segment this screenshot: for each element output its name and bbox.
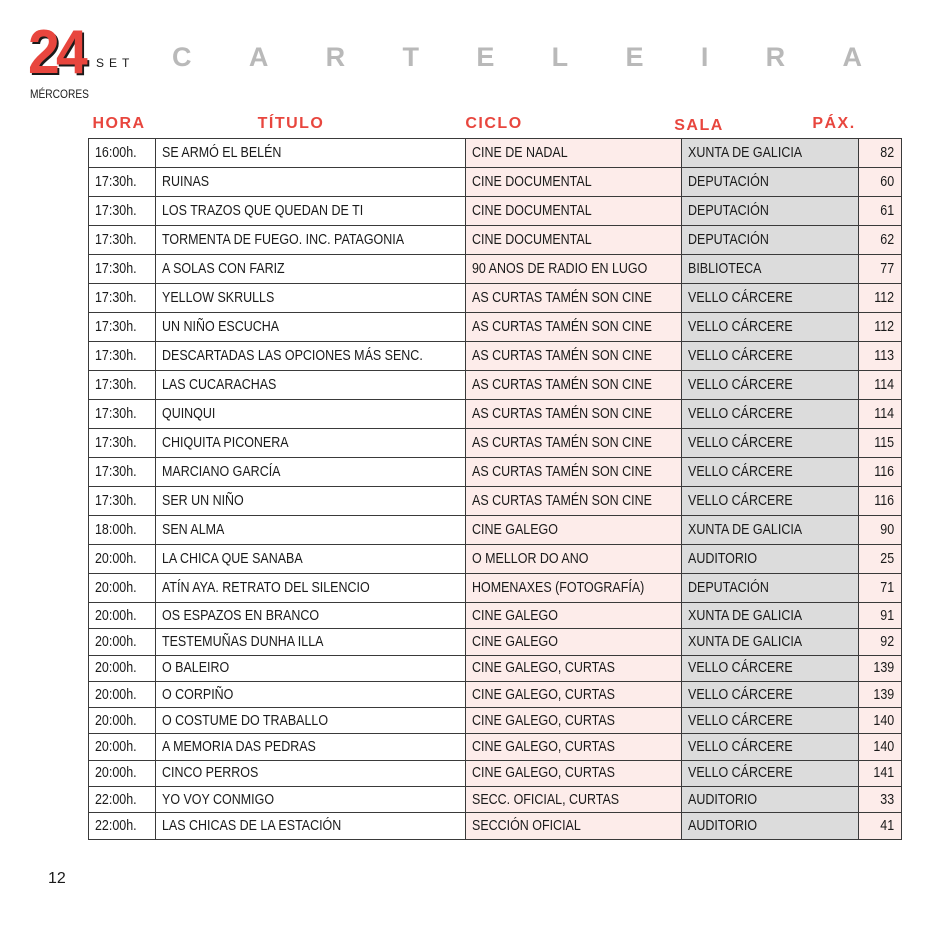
cell-titulo xyxy=(156,458,466,487)
cell-titulo xyxy=(156,342,466,371)
cell-hora xyxy=(89,813,156,839)
cell-titulo xyxy=(156,255,466,284)
cell-hora-text: 17:30h. xyxy=(95,435,137,451)
cell-sala xyxy=(682,516,859,545)
column-header-hora: HORA xyxy=(92,115,146,132)
cell-ciclo-text: CINE GALEGO xyxy=(472,607,559,624)
cell-hora xyxy=(89,760,156,786)
cell-hora xyxy=(89,734,156,760)
cell-pax-text: 112 xyxy=(874,290,895,306)
cell-hora-text: 20:00h. xyxy=(95,660,137,677)
cell-pax-text: 141 xyxy=(873,765,895,782)
cell-titulo-text: SEN ALMA xyxy=(162,522,225,538)
cell-ciclo-text: CINE DOCUMENTAL xyxy=(472,232,592,248)
cell-ciclo-text: AS CURTAS TAMÉN SON CINE xyxy=(472,377,653,393)
cell-titulo-text: O BALEIRO xyxy=(162,660,230,677)
cell-pax xyxy=(859,487,902,516)
cell-ciclo xyxy=(466,734,682,760)
cell-hora xyxy=(89,603,156,629)
table-row xyxy=(89,400,902,429)
table-row xyxy=(89,197,902,226)
cell-hora-text: 20:00h. xyxy=(95,607,137,624)
cell-ciclo-text: CINE GALEGO xyxy=(472,633,559,650)
cell-hora-text: 17:30h. xyxy=(95,377,137,393)
cell-ciclo-text: CINE GALEGO, CURTAS xyxy=(472,765,616,782)
cell-sala-text: VELLO CÁRCERE xyxy=(688,765,794,782)
cell-pax xyxy=(859,516,902,545)
cell-pax xyxy=(859,603,902,629)
cell-sala xyxy=(682,255,859,284)
cell-ciclo-text: AS CURTAS TAMÉN SON CINE xyxy=(472,464,653,480)
cell-sala xyxy=(682,226,859,255)
cell-pax-text: 77 xyxy=(880,261,895,277)
banner-letter: R xyxy=(325,42,346,72)
cell-pax-text: 139 xyxy=(873,660,895,677)
cell-sala xyxy=(682,458,859,487)
cell-ciclo-text: CINE DE NADAL xyxy=(472,145,568,161)
cell-pax-text: 114 xyxy=(874,377,895,393)
cell-sala-text: VELLO CÁRCERE xyxy=(688,406,794,422)
cell-sala-text: DEPUTACIÓN xyxy=(688,203,770,219)
cell-titulo-text: TESTEMUÑAS DUNHA ILLA xyxy=(162,633,324,650)
cell-sala xyxy=(682,342,859,371)
cell-titulo xyxy=(156,313,466,342)
cell-pax-text: 71 xyxy=(880,580,895,596)
table-row xyxy=(89,168,902,197)
schedule-body xyxy=(89,139,902,840)
table-row xyxy=(89,760,902,786)
table-row xyxy=(89,787,902,813)
cell-hora xyxy=(89,400,156,429)
cell-titulo xyxy=(156,545,466,574)
cell-sala-text: VELLO CÁRCERE xyxy=(688,712,794,729)
banner-letter: L xyxy=(551,42,569,72)
cell-titulo xyxy=(156,429,466,458)
cell-pax-text: 115 xyxy=(874,435,895,451)
cell-pax xyxy=(859,313,902,342)
cell-ciclo xyxy=(466,400,682,429)
cell-ciclo xyxy=(466,371,682,400)
cell-hora-text: 20:00h. xyxy=(95,739,137,756)
cell-pax-text: 61 xyxy=(880,203,895,219)
cell-titulo xyxy=(156,787,466,813)
cell-ciclo xyxy=(466,429,682,458)
cell-ciclo xyxy=(466,545,682,574)
cell-hora xyxy=(89,255,156,284)
cell-sala xyxy=(682,545,859,574)
cell-hora xyxy=(89,787,156,813)
column-header-pax: PÁX. xyxy=(812,115,856,132)
table-row xyxy=(89,284,902,313)
cell-sala-text: XUNTA DE GALICIA xyxy=(688,633,803,650)
cell-hora xyxy=(89,574,156,603)
cell-pax-text: 114 xyxy=(874,406,895,422)
cell-pax xyxy=(859,226,902,255)
cell-titulo xyxy=(156,284,466,313)
cell-ciclo xyxy=(466,458,682,487)
cell-pax xyxy=(859,284,902,313)
table-row xyxy=(89,255,902,284)
cell-hora xyxy=(89,226,156,255)
cell-sala-text: AUDITORIO xyxy=(688,551,758,567)
cell-sala xyxy=(682,708,859,734)
table-row xyxy=(89,226,902,255)
cell-ciclo-text: SECCIÓN OFICIAL xyxy=(472,818,582,835)
cell-sala-text: DEPUTACIÓN xyxy=(688,232,770,248)
cell-hora-text: 17:30h. xyxy=(95,174,137,190)
cell-pax xyxy=(859,255,902,284)
cell-pax-text: 62 xyxy=(880,232,895,248)
cell-sala-text: DEPUTACIÓN xyxy=(688,580,770,596)
cell-titulo-text: LAS CUCARACHAS xyxy=(162,377,277,393)
cell-pax-text: 139 xyxy=(873,686,895,703)
cell-pax-text: 90 xyxy=(880,522,895,538)
table-row xyxy=(89,574,902,603)
cell-titulo-text: SE ARMÓ EL BELÉN xyxy=(162,145,282,161)
table-row xyxy=(89,139,902,168)
cell-ciclo xyxy=(466,787,682,813)
cell-ciclo xyxy=(466,574,682,603)
cell-titulo xyxy=(156,487,466,516)
cell-ciclo xyxy=(466,342,682,371)
schedule-table xyxy=(88,138,902,840)
cell-titulo-text: RUINAS xyxy=(162,174,210,190)
banner-letter: E xyxy=(625,42,644,72)
cell-hora-text: 20:00h. xyxy=(95,765,137,782)
cell-titulo xyxy=(156,681,466,707)
cell-hora-text: 17:30h. xyxy=(95,232,137,248)
cell-sala xyxy=(682,787,859,813)
cell-sala-text: VELLO CÁRCERE xyxy=(688,660,794,677)
cell-hora-text: 17:30h. xyxy=(95,406,137,422)
cell-pax xyxy=(859,734,902,760)
cell-ciclo-text: AS CURTAS TAMÉN SON CINE xyxy=(472,290,653,306)
cell-hora xyxy=(89,545,156,574)
table-row xyxy=(89,458,902,487)
cell-titulo-text: LA CHICA QUE SANABA xyxy=(162,551,303,567)
cell-ciclo xyxy=(466,655,682,681)
column-header-titulo: TÍTULO xyxy=(257,115,325,132)
cell-titulo xyxy=(156,813,466,839)
cell-ciclo xyxy=(466,139,682,168)
cell-titulo xyxy=(156,734,466,760)
cell-sala-text: VELLO CÁRCERE xyxy=(688,686,794,703)
cell-titulo-text: YELLOW SKRULLS xyxy=(162,290,275,306)
cell-sala-text: VELLO CÁRCERE xyxy=(688,319,794,335)
cell-pax-text: 116 xyxy=(874,464,895,480)
cell-hora-text: 17:30h. xyxy=(95,319,137,335)
cell-sala xyxy=(682,284,859,313)
cell-ciclo-text: SECC. OFICIAL, CURTAS xyxy=(472,791,620,808)
cell-hora xyxy=(89,681,156,707)
cell-hora xyxy=(89,458,156,487)
cell-hora-text: 17:30h. xyxy=(95,261,137,277)
cell-ciclo-text: CINE GALEGO, CURTAS xyxy=(472,712,616,729)
cell-ciclo-text: AS CURTAS TAMÉN SON CINE xyxy=(472,319,653,335)
cell-sala-text: VELLO CÁRCERE xyxy=(688,348,794,364)
cell-sala-text: VELLO CÁRCERE xyxy=(688,377,794,393)
cell-hora xyxy=(89,629,156,655)
table-row xyxy=(89,545,902,574)
table-row xyxy=(89,734,902,760)
cell-hora xyxy=(89,371,156,400)
cell-sala-text: DEPUTACIÓN xyxy=(688,174,770,190)
cell-pax-text: 41 xyxy=(880,818,895,835)
cell-hora-text: 22:00h. xyxy=(95,818,137,835)
banner-letter: A xyxy=(842,42,862,72)
cell-sala xyxy=(682,168,859,197)
cell-titulo xyxy=(156,400,466,429)
cell-sala xyxy=(682,681,859,707)
page-number: 12 xyxy=(48,870,66,887)
cell-hora-text: 20:00h. xyxy=(95,580,137,596)
cell-ciclo-text: AS CURTAS TAMÉN SON CINE xyxy=(472,493,653,509)
cell-hora xyxy=(89,168,156,197)
cell-hora-text: 20:00h. xyxy=(95,633,137,650)
cell-titulo-text: O CORPIÑO xyxy=(162,686,234,703)
day-number: 24 xyxy=(28,18,85,87)
cell-titulo-text: QUINQUI xyxy=(162,406,216,422)
cell-titulo-text: O COSTUME DO TRABALLO xyxy=(162,712,329,729)
cell-sala-text: AUDITORIO xyxy=(688,791,758,808)
table-row xyxy=(89,629,902,655)
cell-titulo xyxy=(156,629,466,655)
cell-hora xyxy=(89,284,156,313)
cell-pax-text: 92 xyxy=(880,633,895,650)
cell-pax xyxy=(859,813,902,839)
cell-pax-text: 25 xyxy=(880,551,895,567)
banner-letter: I xyxy=(700,42,709,72)
cell-hora-text: 20:00h. xyxy=(95,686,137,703)
cell-pax xyxy=(859,371,902,400)
cell-ciclo xyxy=(466,168,682,197)
banner-letter: R xyxy=(765,42,786,72)
cell-sala xyxy=(682,734,859,760)
cell-hora-text: 22:00h. xyxy=(95,791,137,808)
cell-ciclo xyxy=(466,197,682,226)
cell-pax-text: 60 xyxy=(880,174,895,190)
cell-sala-text: XUNTA DE GALICIA xyxy=(688,607,803,624)
cell-sala xyxy=(682,760,859,786)
cell-hora-text: 20:00h. xyxy=(95,712,137,729)
cell-sala-text: VELLO CÁRCERE xyxy=(688,493,794,509)
cell-pax xyxy=(859,197,902,226)
cell-pax-text: 140 xyxy=(873,739,895,756)
cell-ciclo xyxy=(466,813,682,839)
cell-pax-text: 91 xyxy=(880,607,895,624)
cell-ciclo xyxy=(466,629,682,655)
cell-pax-text: 116 xyxy=(874,493,895,509)
cell-titulo xyxy=(156,760,466,786)
cell-titulo-text: OS ESPAZOS EN BRANCO xyxy=(162,607,320,624)
cell-titulo-text: DESCARTADAS LAS OPCIONES MÁS SENC. xyxy=(162,348,423,364)
cell-pax-text: 113 xyxy=(874,348,895,364)
cell-ciclo-text: O MELLOR DO ANO xyxy=(472,551,589,567)
cell-titulo xyxy=(156,655,466,681)
cell-hora xyxy=(89,429,156,458)
cell-ciclo xyxy=(466,284,682,313)
cell-ciclo-text: CINE DOCUMENTAL xyxy=(472,203,592,219)
cell-hora xyxy=(89,708,156,734)
cell-hora-text: 17:30h. xyxy=(95,290,137,306)
column-header-ciclo: CICLO xyxy=(465,115,523,132)
table-row xyxy=(89,681,902,707)
table-row xyxy=(89,655,902,681)
banner-letter: E xyxy=(476,42,495,72)
cell-ciclo xyxy=(466,708,682,734)
month-label: SET xyxy=(96,56,135,70)
cell-ciclo xyxy=(466,255,682,284)
cell-titulo-text: ATÍN AYA. RETRATO DEL SILENCIO xyxy=(162,580,370,596)
cell-ciclo-text: CINE GALEGO xyxy=(472,522,559,538)
cell-sala xyxy=(682,139,859,168)
cell-hora-text: 16:00h. xyxy=(95,145,137,161)
cell-pax xyxy=(859,708,902,734)
cell-hora xyxy=(89,487,156,516)
cell-ciclo-text: CINE GALEGO, CURTAS xyxy=(472,686,616,703)
table-row xyxy=(89,487,902,516)
table-row xyxy=(89,371,902,400)
cell-pax xyxy=(859,400,902,429)
cell-pax xyxy=(859,458,902,487)
cell-titulo xyxy=(156,708,466,734)
cell-pax-text: 82 xyxy=(880,145,895,161)
table-row xyxy=(89,708,902,734)
cell-ciclo xyxy=(466,681,682,707)
cell-titulo xyxy=(156,603,466,629)
cell-titulo-text: CINCO PERROS xyxy=(162,765,259,782)
cell-sala xyxy=(682,603,859,629)
cell-ciclo-text: CINE GALEGO, CURTAS xyxy=(472,660,616,677)
cell-pax-text: 112 xyxy=(874,319,895,335)
cell-ciclo-text: AS CURTAS TAMÉN SON CINE xyxy=(472,406,653,422)
cell-hora xyxy=(89,197,156,226)
cell-ciclo-text: AS CURTAS TAMÉN SON CINE xyxy=(472,435,653,451)
cell-hora xyxy=(89,342,156,371)
cell-hora-text: 18:00h. xyxy=(95,522,137,538)
cell-ciclo-text: AS CURTAS TAMÉN SON CINE xyxy=(472,348,653,364)
cell-sala xyxy=(682,429,859,458)
cell-ciclo xyxy=(466,603,682,629)
cell-sala-text: XUNTA DE GALICIA xyxy=(688,145,803,161)
cell-sala-text: BIBLIOTECA xyxy=(688,261,762,277)
cell-sala-text: VELLO CÁRCERE xyxy=(688,464,794,480)
banner-letter: C xyxy=(172,42,192,72)
cell-pax xyxy=(859,545,902,574)
cell-pax xyxy=(859,574,902,603)
cell-ciclo-text: CINE GALEGO, CURTAS xyxy=(472,739,616,756)
cell-hora xyxy=(89,655,156,681)
cell-sala xyxy=(682,371,859,400)
cell-sala-text: AUDITORIO xyxy=(688,818,758,835)
cell-hora-text: 20:00h. xyxy=(95,551,137,567)
cell-titulo-text: UN NIÑO ESCUCHA xyxy=(162,319,280,335)
column-header-sala: SALA xyxy=(674,117,724,134)
cell-pax-text: 140 xyxy=(873,712,895,729)
banner-letter: T xyxy=(402,42,419,72)
cell-ciclo xyxy=(466,226,682,255)
cell-titulo-text: TORMENTA DE FUEGO. INC. PATAGONIA xyxy=(162,232,405,248)
table-row xyxy=(89,516,902,545)
cell-titulo xyxy=(156,516,466,545)
cell-ciclo xyxy=(466,760,682,786)
cell-pax xyxy=(859,429,902,458)
cell-pax xyxy=(859,787,902,813)
cell-titulo-text: CHIQUITA PICONERA xyxy=(162,435,289,451)
cell-titulo xyxy=(156,226,466,255)
cell-hora xyxy=(89,139,156,168)
table-row xyxy=(89,342,902,371)
cell-titulo xyxy=(156,197,466,226)
cell-sala xyxy=(682,574,859,603)
cell-hora-text: 17:30h. xyxy=(95,493,137,509)
cell-hora xyxy=(89,313,156,342)
cell-ciclo-text: CINE DOCUMENTAL xyxy=(472,174,592,190)
table-row xyxy=(89,313,902,342)
cell-ciclo-text: 90 ANOS DE RADIO EN LUGO xyxy=(472,261,648,277)
cell-sala-text: VELLO CÁRCERE xyxy=(688,739,794,756)
cell-sala xyxy=(682,197,859,226)
cell-titulo-text: A SOLAS CON FARIZ xyxy=(162,261,285,277)
table-row xyxy=(89,603,902,629)
cell-titulo-text: A MEMORIA DAS PEDRAS xyxy=(162,739,316,756)
cell-pax xyxy=(859,760,902,786)
cell-ciclo-text: HOMENAXES (FOTOGRAFÍA) xyxy=(472,580,645,596)
weekday-label: MÉRCORES xyxy=(30,87,89,101)
banner-letter: A xyxy=(248,42,269,72)
cell-titulo xyxy=(156,371,466,400)
cell-titulo-text: LAS CHICAS DE LA ESTACIÓN xyxy=(162,818,342,835)
cell-sala xyxy=(682,487,859,516)
cell-hora-text: 17:30h. xyxy=(95,203,137,219)
cell-sala xyxy=(682,629,859,655)
cell-ciclo xyxy=(466,313,682,342)
cell-sala-text: VELLO CÁRCERE xyxy=(688,435,794,451)
cell-titulo xyxy=(156,139,466,168)
cell-pax-text: 33 xyxy=(880,791,895,808)
cell-titulo xyxy=(156,574,466,603)
cell-hora-text: 17:30h. xyxy=(95,464,137,480)
cell-titulo-text: MARCIANO GARCÍA xyxy=(162,464,281,480)
cell-pax xyxy=(859,655,902,681)
cell-sala xyxy=(682,313,859,342)
cell-hora-text: 17:30h. xyxy=(95,348,137,364)
cell-pax xyxy=(859,681,902,707)
cell-titulo-text: SER UN NIÑO xyxy=(162,493,244,509)
cell-titulo-text: LOS TRAZOS QUE QUEDAN DE TI xyxy=(162,203,364,219)
cell-ciclo xyxy=(466,487,682,516)
table-row xyxy=(89,429,902,458)
cell-pax xyxy=(859,168,902,197)
cell-sala xyxy=(682,813,859,839)
cell-sala xyxy=(682,400,859,429)
cell-ciclo xyxy=(466,516,682,545)
cell-titulo-text: YO VOY CONMIGO xyxy=(162,791,275,808)
cell-sala-text: VELLO CÁRCERE xyxy=(688,290,794,306)
cell-pax xyxy=(859,342,902,371)
cell-pax xyxy=(859,629,902,655)
cell-sala-text: XUNTA DE GALICIA xyxy=(688,522,803,538)
cell-titulo xyxy=(156,168,466,197)
table-row xyxy=(89,813,902,839)
cell-hora xyxy=(89,516,156,545)
section-banner xyxy=(172,42,862,73)
cell-pax xyxy=(859,139,902,168)
cell-sala xyxy=(682,655,859,681)
